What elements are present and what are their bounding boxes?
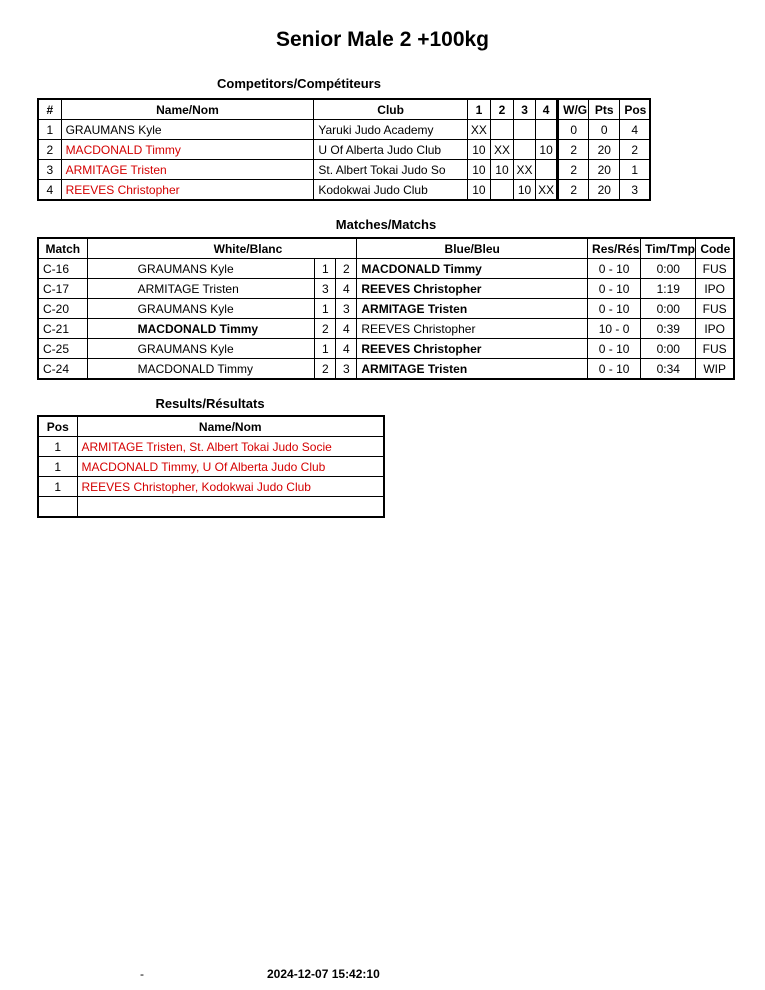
competitor-name: REEVES Christopher	[61, 180, 314, 201]
result-row	[38, 477, 384, 497]
white-player: MACDONALD Timmy	[87, 359, 315, 380]
competitor-wins: 2	[558, 180, 589, 201]
match-time: 0:00	[641, 299, 696, 319]
result-row	[38, 437, 384, 457]
competitor-club: St. Albert Tokai Judo So	[314, 160, 468, 180]
match-id: C-21	[38, 319, 87, 339]
competitor-points: 20	[589, 180, 620, 201]
blue-number: 2	[336, 259, 357, 279]
match-row	[38, 319, 734, 339]
match-code: FUS	[696, 259, 734, 279]
competitors-heading: Competitors/Compétiteurs	[217, 76, 381, 91]
match-code: WIP	[696, 359, 734, 380]
competitor-row	[38, 120, 650, 140]
score-cell-2	[490, 120, 513, 140]
white-player: GRAUMANS Kyle	[87, 299, 315, 319]
competitor-club: U Of Alberta Judo Club	[314, 140, 468, 160]
competitor-name: MACDONALD Timmy	[61, 140, 314, 160]
white-number: 2	[315, 359, 336, 380]
score-cell-3	[514, 140, 536, 160]
result-position: 1	[38, 437, 77, 457]
match-result: 0 - 10	[588, 259, 641, 279]
results-header-row	[38, 416, 384, 437]
white-number: 1	[315, 299, 336, 319]
col-time: Tim/Tmp	[641, 238, 696, 259]
match-code: IPO	[696, 279, 734, 299]
competitor-number: 1	[38, 120, 61, 140]
result-name: REEVES Christopher, Kodokwai Judo Club	[77, 477, 384, 497]
match-id: C-17	[38, 279, 87, 299]
score-cell-3: XX	[514, 160, 536, 180]
match-result: 0 - 10	[588, 299, 641, 319]
score-cell-2: XX	[490, 140, 513, 160]
blue-number: 3	[336, 299, 357, 319]
competitors-table	[37, 98, 651, 201]
col-r2: 2	[490, 99, 513, 120]
white-player: MACDONALD Timmy	[87, 319, 315, 339]
result-position: 1	[38, 457, 77, 477]
competitor-name: ARMITAGE Tristen	[61, 160, 314, 180]
match-time: 0:00	[641, 259, 696, 279]
score-cell-3	[514, 120, 536, 140]
col-white: White/Blanc	[87, 238, 357, 259]
col-code: Code	[696, 238, 734, 259]
competitor-wins: 2	[558, 160, 589, 180]
result-name	[77, 497, 384, 518]
competitor-position: 4	[620, 120, 650, 140]
score-cell-2	[490, 180, 513, 201]
blue-number: 4	[336, 279, 357, 299]
competitor-club: Yaruki Judo Academy	[314, 120, 468, 140]
result-name: MACDONALD Timmy, U Of Alberta Judo Club	[77, 457, 384, 477]
col-r3: 3	[514, 99, 536, 120]
score-cell-4: XX	[536, 180, 558, 201]
match-row	[38, 359, 734, 380]
score-cell-1: 10	[467, 180, 490, 201]
blue-player: REEVES Christopher	[357, 319, 588, 339]
score-cell-4	[536, 160, 558, 180]
competitor-position: 3	[620, 180, 650, 201]
white-number: 1	[315, 259, 336, 279]
match-row	[38, 259, 734, 279]
white-number: 2	[315, 319, 336, 339]
col-blue: Blue/Bleu	[357, 238, 588, 259]
competitor-wins: 0	[558, 120, 589, 140]
col-pts: Pts	[589, 99, 620, 120]
match-time: 1:19	[641, 279, 696, 299]
matches-header-row	[38, 238, 734, 259]
match-row	[38, 279, 734, 299]
white-player: ARMITAGE Tristen	[87, 279, 315, 299]
competitor-row	[38, 140, 650, 160]
competitor-position: 2	[620, 140, 650, 160]
result-row	[38, 497, 384, 518]
results-table	[37, 415, 385, 518]
white-number: 1	[315, 339, 336, 359]
col-match: Match	[38, 238, 87, 259]
blue-number: 4	[336, 319, 357, 339]
footer-dash: -	[140, 967, 144, 981]
competitor-wins: 2	[558, 140, 589, 160]
result-position	[38, 497, 77, 518]
match-result: 0 - 10	[588, 279, 641, 299]
competitor-row	[38, 180, 650, 201]
result-row	[38, 457, 384, 477]
matches-table	[37, 237, 735, 380]
col-name: Name/Nom	[77, 416, 384, 437]
competitor-number: 2	[38, 140, 61, 160]
score-cell-1: XX	[467, 120, 490, 140]
col-pos: Pos	[38, 416, 77, 437]
matches-heading: Matches/Matchs	[335, 217, 437, 232]
competitor-club: Kodokwai Judo Club	[314, 180, 468, 201]
match-code: FUS	[696, 339, 734, 359]
blue-player: REEVES Christopher	[357, 339, 588, 359]
competitor-position: 1	[620, 160, 650, 180]
match-id: C-24	[38, 359, 87, 380]
match-row	[38, 299, 734, 319]
footer-timestamp: 2024-12-07 15:42:10	[267, 967, 380, 981]
match-result: 0 - 10	[588, 359, 641, 380]
match-time: 0:34	[641, 359, 696, 380]
result-position: 1	[38, 477, 77, 497]
blue-number: 3	[336, 359, 357, 380]
blue-number: 4	[336, 339, 357, 359]
blue-player: REEVES Christopher	[357, 279, 588, 299]
col-name: Name/Nom	[61, 99, 314, 120]
competitor-points: 20	[589, 140, 620, 160]
match-id: C-20	[38, 299, 87, 319]
match-time: 0:00	[641, 339, 696, 359]
competitor-number: 3	[38, 160, 61, 180]
white-player: GRAUMANS Kyle	[87, 339, 315, 359]
blue-player: MACDONALD Timmy	[357, 259, 588, 279]
score-cell-3: 10	[514, 180, 536, 201]
score-cell-4: 10	[536, 140, 558, 160]
match-row	[38, 339, 734, 359]
score-cell-1: 10	[467, 160, 490, 180]
col-r4: 4	[536, 99, 558, 120]
match-code: FUS	[696, 299, 734, 319]
score-cell-4	[536, 120, 558, 140]
col-club: Club	[314, 99, 468, 120]
match-code: IPO	[696, 319, 734, 339]
col-pos: Pos	[620, 99, 650, 120]
competitor-points: 0	[589, 120, 620, 140]
match-time: 0:39	[641, 319, 696, 339]
white-number: 3	[315, 279, 336, 299]
result-name: ARMITAGE Tristen, St. Albert Tokai Judo Socie	[77, 437, 384, 457]
competitor-number: 4	[38, 180, 61, 201]
blue-player: ARMITAGE Tristen	[357, 359, 588, 380]
competitors-header-row	[38, 99, 650, 120]
results-heading: Results/Résultats	[155, 396, 265, 411]
competitor-name: GRAUMANS Kyle	[61, 120, 314, 140]
match-result: 10 - 0	[588, 319, 641, 339]
col-res: Res/Rés	[588, 238, 641, 259]
match-result: 0 - 10	[588, 339, 641, 359]
col-wg: W/G	[558, 99, 589, 120]
col-num: #	[38, 99, 61, 120]
col-r1: 1	[467, 99, 490, 120]
page-title: Senior Male 2 +100kg	[275, 28, 490, 51]
match-id: C-16	[38, 259, 87, 279]
score-cell-1: 10	[467, 140, 490, 160]
white-player: GRAUMANS Kyle	[87, 259, 315, 279]
competitor-points: 20	[589, 160, 620, 180]
blue-player: ARMITAGE Tristen	[357, 299, 588, 319]
match-id: C-25	[38, 339, 87, 359]
score-cell-2: 10	[490, 160, 513, 180]
competitor-row	[38, 160, 650, 180]
